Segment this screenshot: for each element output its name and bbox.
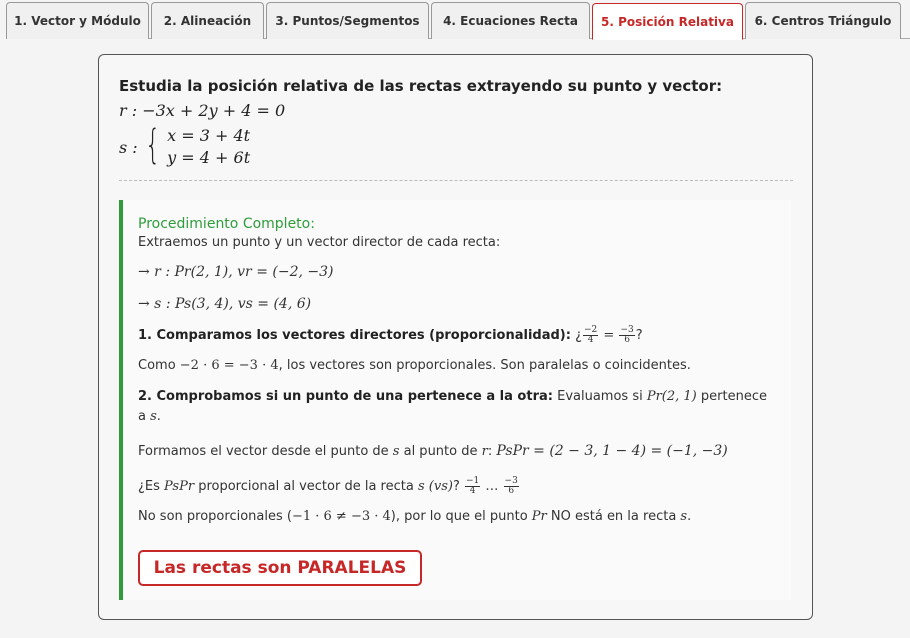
procedure-panel bbox=[119, 200, 791, 600]
tab-bar bbox=[6, 2, 910, 39]
r-point-vector: → r : Pr(2, 1), vr = (−2, −3) bbox=[138, 264, 334, 280]
tab-6[interactable]: 6. Centros Triángulo bbox=[745, 2, 901, 39]
conclusion: No son proporcionales (−1 · 6 ≠ −3 · 4), por lo que el punto Pr NO está en la recta s. bbox=[138, 509, 692, 524]
step2-line: 2. Comprobamos si un punto de una pertenece a la otra: Evaluamos si Pr(2, 1) pertenece bbox=[138, 389, 767, 404]
line-r-equation: r : −3x + 2y + 4 = 0 bbox=[119, 101, 286, 120]
s-x-equation: x = 3 + 4t bbox=[167, 126, 251, 145]
procedure-title: Procedimiento Completo: bbox=[138, 216, 315, 232]
tab-2[interactable]: 2. Alineación bbox=[151, 2, 264, 39]
question-title: Estudia la posición relativa de las rectas extrayendo su punto y vector: bbox=[119, 77, 723, 95]
proportionality-check: ¿Es PsPr proporcional al vector de la recta s (vs)? $\frac{-1}{4}$ … $\frac{-3}{6}$ bbox=[138, 476, 518, 496]
vector-formation: Formamos el vector desde el punto de s al punto de r: PsPr = (2 − 3, 1 − 4) = (−1, −3) bbox=[138, 443, 728, 459]
procedure-intro: Extraemos un punto y un vector director de cada recta: bbox=[138, 235, 501, 250]
step1-heading: 1. Comparamos los vectores directores (proporcionalidad): bbox=[138, 328, 571, 343]
step2-heading: 2. Comprobamos si un punto de una pertenece a la otra: bbox=[138, 389, 553, 404]
step1-line: 1. Comparamos los vectores directores (proporcionalidad): ¿ $\frac{-2}{4}$ = $\frac{-3}{6}$ ? bbox=[138, 325, 643, 345]
s-y-equation: y = 4 + 6t bbox=[167, 148, 251, 167]
tab-3[interactable]: 3. Puntos/Segmentos bbox=[266, 2, 429, 39]
line-s-parametric: s : { x = 3 + 4t y = 4 + 6t bbox=[119, 122, 251, 168]
exercise-card bbox=[98, 54, 813, 620]
divider bbox=[119, 180, 793, 181]
result-box: Las rectas son PARALELAS bbox=[138, 550, 422, 586]
brace-icon: { bbox=[144, 122, 161, 168]
tab-5[interactable]: 5. Posición Relativa bbox=[592, 3, 743, 40]
tab-4[interactable]: 4. Ecuaciones Recta bbox=[431, 2, 590, 39]
step2-line-cont: a s. bbox=[138, 409, 161, 424]
s-point-vector: → s : Ps(3, 4), vs = (4, 6) bbox=[138, 296, 312, 312]
tab-1[interactable]: 1. Vector y Módulo bbox=[6, 2, 149, 39]
step1-result: Como −2 · 6 = −3 · 4, los vectores son proporcionales. Son paralelas o coincidentes. bbox=[138, 358, 691, 373]
